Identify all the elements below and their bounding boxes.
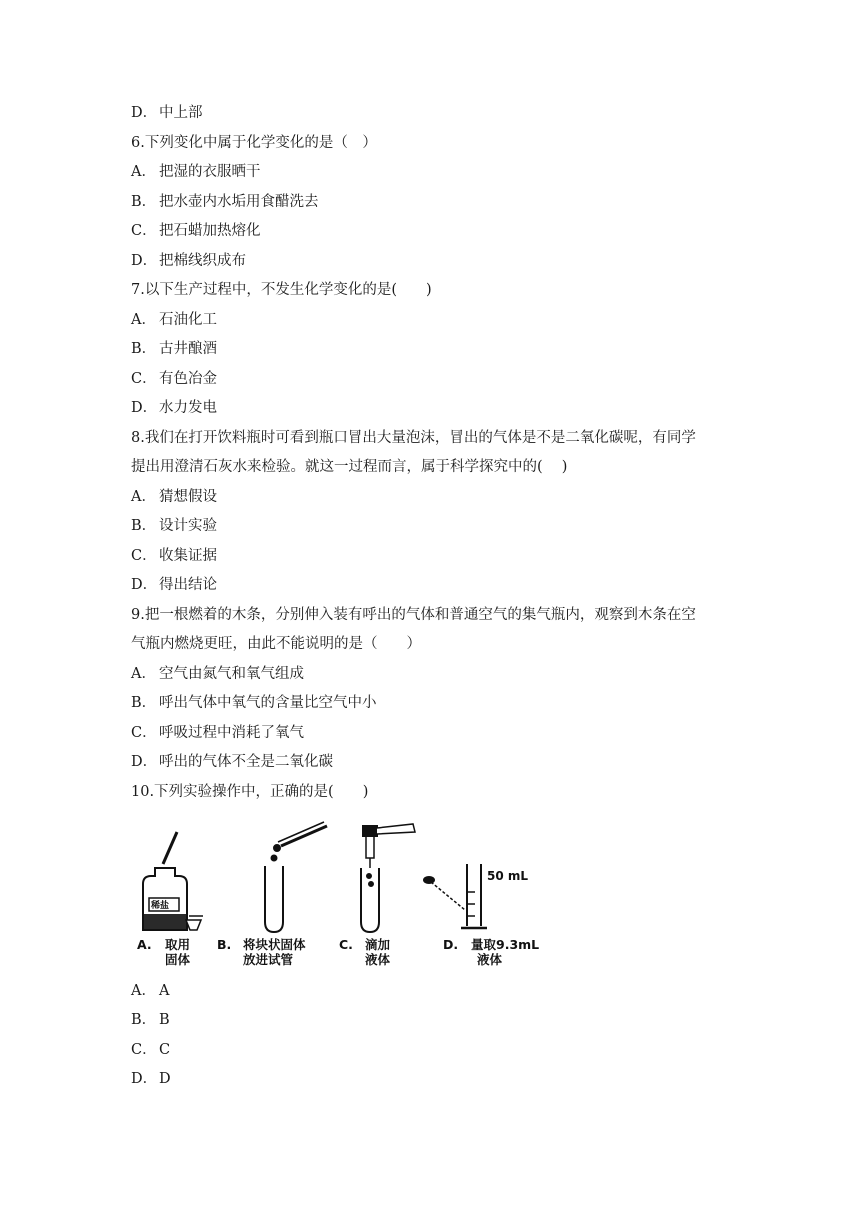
option-letter: D．	[131, 1071, 158, 1087]
graduated-cylinder-illustration	[424, 864, 487, 928]
dropper-test-tube-illustration	[361, 824, 415, 932]
q9-option-d[interactable]	[131, 752, 333, 772]
caption-d-line2: 液体	[477, 952, 503, 967]
q5-option-d[interactable]	[131, 103, 203, 123]
option-text: 呼出的气体不全是二氧化碳	[159, 754, 333, 770]
q7-option-a[interactable]	[131, 310, 217, 330]
option-letter: D．	[131, 105, 158, 121]
option-letter: D．	[131, 400, 158, 416]
option-text: A	[159, 983, 170, 999]
option-letter: B．	[131, 695, 157, 711]
q6-option-a[interactable]	[131, 162, 261, 182]
option-letter: B．	[131, 341, 157, 357]
option-letter: A．	[131, 312, 156, 328]
q10-option-c[interactable]	[131, 1040, 170, 1060]
caption-d-line1: 量取9.3mL	[471, 937, 540, 952]
option-text: 中上部	[159, 105, 203, 121]
option-letter: D．	[131, 754, 158, 770]
q10-option-b[interactable]	[131, 1010, 170, 1030]
option-text: C	[159, 1042, 171, 1058]
option-text: 得出结论	[159, 577, 217, 593]
option-text: 呼吸过程中消耗了氧气	[159, 725, 304, 741]
option-letter: C．	[131, 371, 157, 387]
option-text: 石油化工	[159, 312, 217, 328]
q7-option-b[interactable]	[131, 339, 217, 359]
option-letter: D．	[131, 253, 158, 269]
q8-option-d[interactable]	[131, 575, 217, 595]
caption-d-letter: D.	[443, 937, 459, 952]
q8-option-c[interactable]	[131, 546, 217, 566]
option-text: 猜想假设	[159, 489, 217, 505]
q9-stem-line2: 气瓶内燃烧更旺，由此不能说明的是（ ）	[131, 636, 421, 652]
q6-stem: 6.下列变化中属于化学变化的是（ ）	[131, 135, 377, 151]
option-letter: C．	[131, 725, 157, 741]
option-text: 呼出气体中氧气的含量比空气中小	[159, 695, 377, 711]
option-text: 把湿的衣服晒干	[159, 164, 261, 180]
test-tube-with-tongs-illustration	[265, 822, 327, 932]
caption-a-line2: 固体	[165, 952, 191, 967]
option-text: 把水壶内水垢用食醋洗去	[159, 194, 319, 210]
caption-b-line2: 放进试管	[243, 952, 294, 967]
q8-option-a[interactable]	[131, 487, 217, 507]
q6-option-c[interactable]	[131, 221, 261, 241]
option-letter: A．	[131, 666, 156, 682]
option-letter: C．	[131, 223, 157, 239]
option-text: 把石蜡加热熔化	[159, 223, 261, 239]
bottle-label: 稀盐	[151, 901, 170, 911]
caption-b-line1: 将块状固体	[243, 937, 306, 952]
option-text: 有色冶金	[159, 371, 217, 387]
option-letter: A．	[131, 489, 156, 505]
caption-a-letter: A.	[137, 937, 152, 952]
option-letter: B．	[131, 518, 157, 534]
q8-stem-line2: 提出用澄清石灰水来检验。就这一过程而言，属于科学探究中的( )	[131, 459, 568, 475]
q9-option-b[interactable]	[131, 693, 377, 713]
caption-c-line1: 滴加	[365, 937, 391, 952]
caption-b-letter: B.	[217, 937, 232, 952]
q8-option-b[interactable]	[131, 516, 217, 536]
option-letter: C．	[131, 1042, 157, 1058]
lab-operations-figure	[131, 818, 561, 974]
option-text: 古井酿酒	[159, 341, 217, 357]
option-letter: A．	[131, 164, 156, 180]
option-letter: A．	[131, 983, 156, 999]
option-letter: C．	[131, 548, 157, 564]
q9-option-a[interactable]	[131, 664, 304, 684]
option-text: 水力发电	[159, 400, 217, 416]
option-letter: B．	[131, 1012, 157, 1028]
q7-option-c[interactable]	[131, 369, 217, 389]
reagent-bottle-illustration	[143, 832, 203, 930]
q6-option-b[interactable]	[131, 192, 319, 212]
option-letter: D．	[131, 577, 158, 593]
caption-a-line1: 取用	[165, 937, 191, 952]
q8-stem-line1: 8.我们在打开饮料瓶时可看到瓶口冒出大量泡沫，冒出的气体是不是二氧化碳呢，有同学	[131, 430, 696, 446]
q9-option-c[interactable]	[131, 723, 304, 743]
q6-option-d[interactable]	[131, 251, 246, 271]
option-letter: B．	[131, 194, 157, 210]
caption-c-line2: 液体	[365, 952, 391, 967]
cylinder-label: 50 mL	[487, 869, 529, 883]
option-text: 收集证据	[159, 548, 217, 564]
q7-option-d[interactable]	[131, 398, 217, 418]
option-text: 空气由氮气和氧气组成	[159, 666, 304, 682]
q10-option-a[interactable]	[131, 981, 169, 1001]
q10-stem: 10.下列实验操作中，正确的是( )	[131, 784, 369, 800]
q7-stem: 7.以下生产过程中，不发生化学变化的是( )	[131, 282, 432, 298]
caption-c-letter: C.	[339, 937, 353, 952]
option-text: 把棉线织成布	[159, 253, 246, 269]
option-text: B	[159, 1012, 170, 1028]
option-text: D	[159, 1071, 171, 1087]
q10-option-d[interactable]	[131, 1069, 171, 1089]
q9-stem-line1: 9.把一根燃着的木条，分别伸入装有呼出的气体和普通空气的集气瓶内，观察到木条在空	[131, 607, 696, 623]
option-text: 设计实验	[159, 518, 217, 534]
